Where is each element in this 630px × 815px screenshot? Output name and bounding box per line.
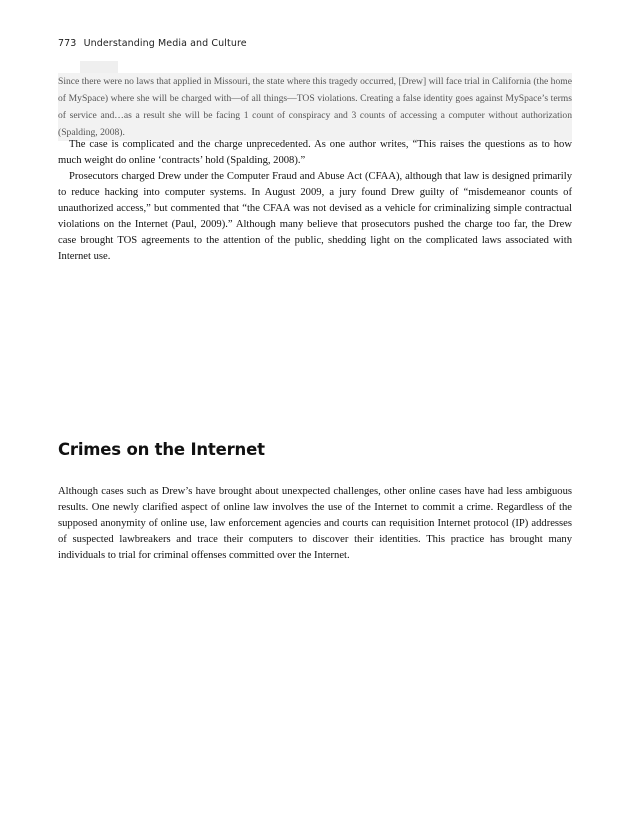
paragraph-prosecutors: Prosecutors charged Drew under the Computer Fraud and Abuse Act (CFAA), although that law is designed primarily to reduce hacking into computer systems. In August 2009, a jury found Drew guilty of “misdemeanor counts of unauthorized access,” but commented that “the CFAA was not devised as a vehicle for criminalizing simple contractual violations on the Internet (Paul, 2009).” Although many believe that prosecutors pushed the charge too far, the Drew case brought TOS agreements to the attention of the public, shedding light on the complicated laws associated with Internet use. (58, 171, 572, 262)
page-number: 773 (58, 38, 77, 49)
block-quote: Since there were no laws that applied in Missouri, the state where this tragedy occurred, [Drew] will face trial in California (the home of MySpace) where she will be charged with—of all things—TOS violations. Creating a false identity goes against MySpace’s terms of service and…as a result she will be facing 1 count of conspiracy and 3 counts of accessing a computer without authorization (Spalding, 2008). (58, 73, 572, 141)
section-paragraph: Although cases such as Drew’s have brought about unexpected challenges, other online cases have had less ambiguous results. One newly clarified aspect of online law involves the use of the Internet to commit a crime. Regardless of the supposed anonymity of online use, law enforcement agencies and courts can requisition Internet protocol (IP) addresses of suspected lawbreakers and trace their computers to discover their identities. This practice has brought many individuals to trial for criminal offenses committed over the Internet. (58, 486, 572, 561)
section-heading: Crimes on the Internet (58, 440, 265, 459)
paragraph-case-complicated: The case is complicated and the charge unprecedented. As one author writes, “This raises the questions as to how much weight do online ‘contracts’ hold (Spalding, 2008).” (58, 139, 572, 166)
book-title: Understanding Media and Culture (83, 38, 247, 49)
quote-tab-marker (80, 61, 118, 73)
running-header (58, 38, 247, 49)
